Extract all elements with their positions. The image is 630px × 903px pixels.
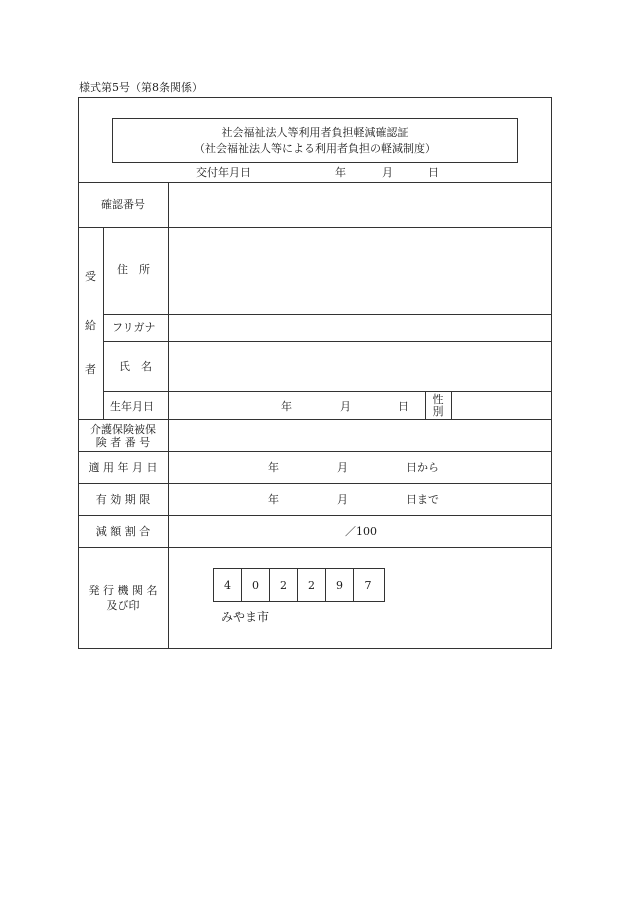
rule-after-reduction xyxy=(78,547,552,548)
rule-after-effective xyxy=(78,483,552,484)
issue-date-month: 月 xyxy=(382,166,393,179)
issuer-code-digit: 2 xyxy=(270,569,298,601)
effective-date-label: 適 用 年 月 日 xyxy=(88,461,158,474)
issuer-name: みやま市 xyxy=(221,610,270,624)
rule-after-address xyxy=(103,314,552,315)
recipient-label-char-1: 受 xyxy=(85,270,96,283)
sex-label-char-2: 別 xyxy=(432,405,444,418)
rule-after-furigana xyxy=(103,341,552,342)
rule-after-birthdate xyxy=(78,419,552,420)
issuer-label-line-2: 及び印 xyxy=(106,599,140,612)
issuer-code-digit: 4 xyxy=(214,569,242,601)
recipient-group-divider xyxy=(103,227,104,419)
insured-number-label-line-1: 介護保険被保 xyxy=(90,423,156,436)
issue-date-label: 交付年月日 xyxy=(196,166,251,179)
issuer-code-digit: 7 xyxy=(364,578,372,592)
birthdate-label: 生年月日 xyxy=(110,400,154,413)
effective-date-day: 日から xyxy=(406,461,439,474)
title-line-1: 社会福祉法人等利用者負担軽減確認証 xyxy=(221,125,409,139)
expiry-year: 年 xyxy=(268,493,279,506)
furigana-label: フリガナ xyxy=(112,321,156,334)
expiry-day: 日まで xyxy=(406,493,439,506)
rule-after-name xyxy=(103,391,552,392)
issuer-code-digit: 0 xyxy=(242,569,270,601)
issuer-code-digit: 9 xyxy=(326,569,354,601)
rule-after-expiry xyxy=(78,515,552,516)
sex-label-char-1: 性 xyxy=(432,393,444,406)
title-box xyxy=(112,118,518,163)
recipient-label-char-2: 給 xyxy=(85,319,96,332)
label-column-divider xyxy=(168,182,169,649)
expiry-month: 月 xyxy=(337,493,348,506)
confirmation-number-label: 確認番号 xyxy=(101,198,145,211)
issue-date-year: 年 xyxy=(335,166,346,179)
address-label: 住 所 xyxy=(117,263,150,276)
reduction-rate-label: 減 額 割 合 xyxy=(95,525,151,538)
birthdate-day: 日 xyxy=(398,400,409,413)
expiry-label: 有 効 期 限 xyxy=(95,493,151,506)
sex-label-right-divider xyxy=(451,391,452,419)
issuer-code-digit: 2 xyxy=(298,569,326,601)
effective-date-year: 年 xyxy=(268,461,279,474)
rule-after-confirmation xyxy=(78,227,552,228)
recipient-label-char-3: 者 xyxy=(85,363,96,376)
certificate-frame xyxy=(78,97,552,649)
birthdate-year: 年 xyxy=(281,400,292,413)
name-label: 氏 名 xyxy=(119,360,152,373)
birthdate-month: 月 xyxy=(340,400,351,413)
issuer-label-line-1: 発 行 機 関 名 xyxy=(88,584,158,597)
effective-date-month: 月 xyxy=(337,461,348,474)
rule-after-insured xyxy=(78,451,552,452)
insured-number-label-line-2: 険 者 番 号 xyxy=(95,436,151,449)
rule-after-header xyxy=(78,182,552,183)
reduction-rate-value: ／100 xyxy=(345,525,377,538)
title-line-2: （社会福祉法人等による利用者負担の軽減制度） xyxy=(194,141,436,155)
issuer-code-boxes xyxy=(213,568,385,602)
issue-date-day: 日 xyxy=(428,166,439,179)
form-number: 様式第5号（第8条関係） xyxy=(79,81,203,94)
